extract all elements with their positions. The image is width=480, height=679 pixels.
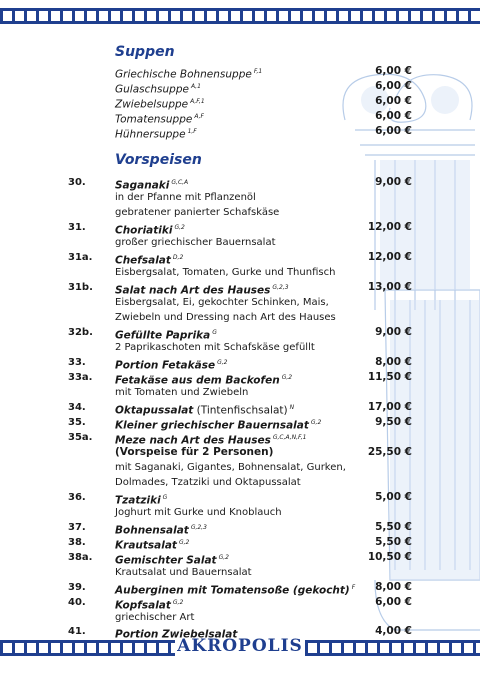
item-description: in der Pfanne mit Pflanzenöl xyxy=(115,192,256,203)
brand-logo: AKROPOLIS xyxy=(177,636,303,656)
menu-item: 35. Kleiner griechischer Bauernsalat $^{G,2}$ 9,50 € xyxy=(68,416,412,432)
section-title-soups: Suppen xyxy=(115,44,175,60)
item-description: mit Saganaki, Gigantes, Bohnensalat, Gurken, xyxy=(115,462,346,473)
menu-item: 34. Oktapussalat (Tintenfischsalat) $^N$ 17,00 € xyxy=(68,401,412,417)
menu-item: Hühnersuppe $^{1,F}$ 6,00 € xyxy=(115,125,412,141)
item-description: gebratener panierter Schafskäse xyxy=(115,207,280,218)
item-description: Dolmades, Tzatziki und Oktapussalat xyxy=(115,477,301,488)
section-title-starters: Vorspeisen xyxy=(115,152,202,168)
menu-item: 40. Kopfsalat $^{G,2}$ 6,00 € xyxy=(68,596,412,612)
menu-item: 39. Auberginen mit Tomatensoße (gekocht) $^F$ 8,00 € xyxy=(68,581,412,597)
menu-item: 38a. Gemischter Salat $^{G,2}$ 10,50 € xyxy=(68,551,412,567)
item-description: mit Tomaten und Zwiebeln xyxy=(115,387,249,398)
item-description: Krautsalat und Bauernsalat xyxy=(115,567,252,578)
menu-item: 37. Bohnensalat $^{G,2,3}$ 5,50 € xyxy=(68,521,412,537)
item-description: großer griechischer Bauernsalat xyxy=(115,237,276,248)
menu-item-sub: (Vorspeise für 2 Personen) 25,50 € xyxy=(115,446,412,458)
menu-item: 33a. Fetakäse aus dem Backofen $^{G,2}$ 11,50 € xyxy=(68,371,412,387)
item-description: Eisbergsalat, Ei, gekochter Schinken, Mais, xyxy=(115,297,329,308)
meander-border-bottom-left xyxy=(0,640,175,656)
menu-item: Zwiebelsuppe $^{A,F,1}$ 6,00 € xyxy=(115,95,412,111)
item-description: griechischer Art xyxy=(115,612,195,623)
menu-item: 41. Portion Zwiebelsalat 4,00 € xyxy=(68,625,412,641)
item-description: Zwiebeln und Dressing nach Art des Hauses xyxy=(115,312,336,323)
meander-border-bottom-right xyxy=(305,640,480,656)
item-description: Joghurt mit Gurke und Knoblauch xyxy=(115,507,282,518)
menu-item: 36. Tzatziki $^G$ 5,00 € xyxy=(68,491,412,507)
menu-item: Griechische Bohnensuppe $^{F,1}$ 6,00 € xyxy=(115,65,412,81)
item-description: Eisbergsalat, Tomaten, Gurke und Thunfisch xyxy=(115,267,336,278)
menu-item: 35a. Meze nach Art des Hauses $^{G,C,A,N,F,1}$ xyxy=(68,432,307,447)
menu-item: 33. Portion Fetakäse $^{G,2}$ 8,00 € xyxy=(68,356,412,372)
menu-item: 31b. Salat nach Art des Hauses $^{G,2,3}$ 13,00 € xyxy=(68,281,412,297)
meander-border-top xyxy=(0,8,480,24)
menu-item: 30. Saganaki $^{G,C,A}$ 9,00 € xyxy=(68,176,412,192)
menu-item: Tomatensuppe $^{A,F}$ 6,00 € xyxy=(115,110,412,126)
menu-item: 31. Choriatiki $^{G,2}$ 12,00 € xyxy=(68,221,412,237)
item-description: 2 Paprikaschoten mit Schafskäse gefüllt xyxy=(115,342,315,353)
menu-item: Gulaschsuppe $^{A,1}$ 6,00 € xyxy=(115,80,412,96)
menu-item: 31a. Chefsalat $^{D,2}$ 12,00 € xyxy=(68,251,412,267)
menu-item: 32b. Gefüllte Paprika $^G$ 9,00 € xyxy=(68,326,412,342)
menu-item: 38. Krautsalat $^{G,2}$ 5,50 € xyxy=(68,536,412,552)
